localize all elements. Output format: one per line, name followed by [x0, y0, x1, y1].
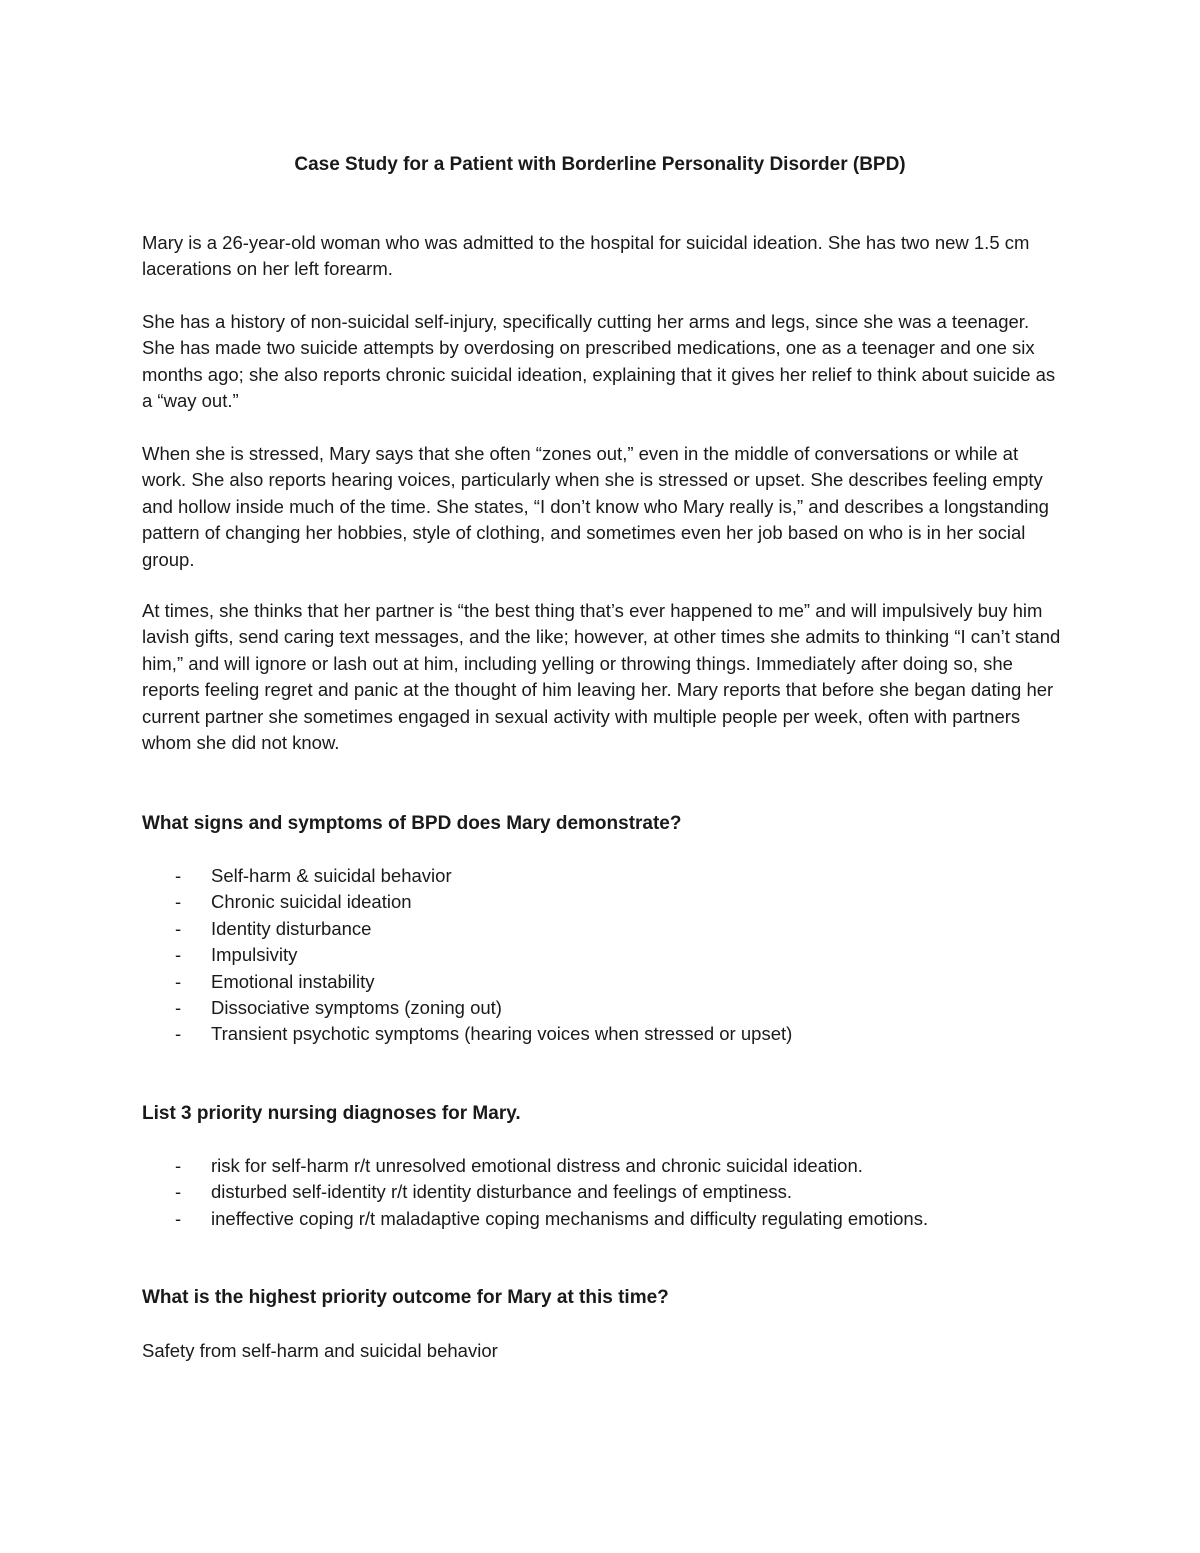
- list-item-text: Emotional instability: [211, 970, 375, 992]
- signs-symptoms-list: [142, 863, 1062, 1048]
- document-title: Case Study for a Patient with Borderline Personality Disorder (BPD): [294, 154, 906, 175]
- bullet-dash: -: [175, 1207, 182, 1229]
- heading-nursing-diagnoses: List 3 priority nursing diagnoses for Mary.: [142, 1103, 521, 1124]
- bullet-dash: -: [175, 1181, 182, 1203]
- list-item: [142, 1179, 1062, 1205]
- priority-outcome-answer: Safety from self-harm and suicidal behavior: [142, 1340, 498, 1361]
- list-item-text: Transient psychotic symptoms (hearing voices when stressed or upset): [211, 1023, 793, 1045]
- bullet-dash: -: [175, 865, 182, 886]
- list-item-text: disturbed self-identity r/t identity disturbance and feelings of emptiness.: [211, 1181, 793, 1203]
- list-item: [142, 995, 1062, 1021]
- list-item: [142, 863, 1062, 889]
- list-item-text: Dissociative symptoms (zoning out): [211, 997, 502, 1019]
- bullet-dash: -: [175, 970, 182, 992]
- list-item: [142, 1206, 1062, 1232]
- list-item: [142, 942, 1062, 968]
- nursing-diagnoses-list: [142, 1153, 1062, 1232]
- bullet-dash: -: [175, 917, 182, 939]
- bullet-dash: -: [175, 944, 182, 966]
- list-item: [142, 889, 1062, 915]
- paragraph-symptoms: When she is stressed, Mary says that she often “zones out,” even in the middle of conversations or while at work. She also reports hearing voices, particularly when she is stressed or upset. She describes feeling empty and hollow inside much of the time. She states, “I don’t know who Mary really is,” and describes a longstanding pattern of changing her hobbies, style of clothing, and sometimes even her job based on who is in her social group.: [142, 443, 1049, 570]
- list-item-text: risk for self-harm r/t unresolved emotional distress and chronic suicidal ideation.: [211, 1155, 863, 1176]
- paragraph-admission: Mary is a 26-year-old woman who was admitted to the hospital for suicidal ideation. She has two new 1.5 cm lacerations on her left forearm.: [142, 232, 1030, 280]
- bullet-dash: -: [175, 997, 182, 1019]
- list-item-text: Chronic suicidal ideation: [211, 891, 412, 913]
- list-item: [142, 1021, 1062, 1047]
- heading-signs-symptoms: What signs and symptoms of BPD does Mary demonstrate?: [142, 813, 682, 834]
- paragraph-history: She has a history of non-suicidal self-injury, specifically cutting her arms and legs, since she was a teenager. She has made two suicide attempts by overdosing on prescribed medications, one as a teenager and one six months ago; she also reports chronic suicidal ideation, explaining that it gives her relief to think about suicide as a “way out.”: [142, 311, 1056, 412]
- list-item-text: Identity disturbance: [211, 917, 372, 939]
- bullet-dash: -: [175, 1155, 182, 1176]
- heading-priority-outcome: What is the highest priority outcome for Mary at this time?: [142, 1287, 669, 1308]
- list-item-text: ineffective coping r/t maladaptive coping mechanisms and difficulty regulating emotions.: [211, 1207, 929, 1229]
- list-item: [142, 916, 1062, 942]
- list-item: [142, 969, 1062, 995]
- list-item-text: Impulsivity: [211, 944, 298, 966]
- bullet-dash: -: [175, 891, 182, 913]
- list-item-text: Self-harm & suicidal behavior: [211, 865, 452, 886]
- paragraph-relationships: At times, she thinks that her partner is “the best thing that’s ever happened to me” and will impulsively buy him lavish gifts, send caring text messages, and the like; however, at other times she admits to thinking “I can’t stand him,” and will ignore or lash out at him, including yelling or throwing things. Immediately after doing so, she reports feeling regret and panic at the thought of him leaving her. Mary reports that before she began dating her current partner she sometimes engaged in sexual activity with multiple people per week, often with partners whom she did not know.: [142, 600, 1061, 754]
- list-item: [142, 1153, 1062, 1179]
- bullet-dash: -: [175, 1023, 182, 1045]
